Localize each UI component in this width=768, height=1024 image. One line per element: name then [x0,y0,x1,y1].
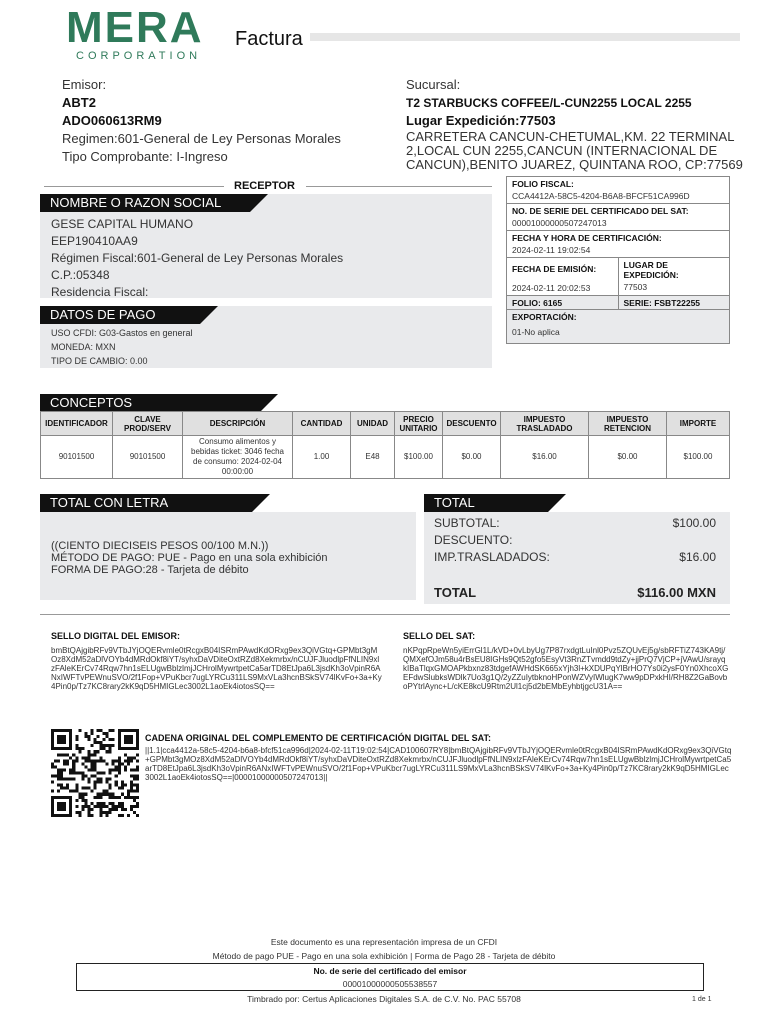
folio-value: FOLIO: 6165 [507,296,619,309]
company-logo-sub: CORPORATION [76,50,202,62]
receptor-rfc: EEP190410AA9 [51,234,138,248]
fecha-cert-label: FECHA Y HORA DE CERTIFICACIÓN: [512,233,662,243]
cell-imp-trasladado: $16.00 [501,436,589,479]
exportacion-value: 01-No aplica [512,327,560,337]
sucursal-block [406,76,746,172]
conceptos-table [40,411,730,479]
emisor-name: ABT2 [62,95,96,110]
pago-box [40,306,492,368]
fecha-cert-value: 2024-02-11 19:02:54 [512,245,591,255]
serie-cert-value: 00001000000507247013 [512,218,607,228]
total-label: TOTAL [434,585,477,600]
total-letra-box [40,512,416,600]
folio-fiscal-value: CCA4412A-58C5-4204-B6A8-BFCF51CA996D [512,191,690,201]
cert-emisor-label: No. de serie del certificado del emisor [313,966,467,976]
section-divider [40,614,730,615]
totales-head: TOTAL [424,494,548,512]
total-letra-head: TOTAL CON LETRA [40,494,252,512]
serie-value: SERIE: FSBT22255 [623,298,701,308]
sello-sat-label: SELLO DEL SAT: [403,631,476,641]
sucursal-label: Sucursal: [406,77,461,92]
sello-emisor-label: SELLO DIGITAL DEL EMISOR: [51,631,181,641]
cell-precio: $100.00 [395,436,443,479]
total-letra-metodo: MÉTODO DE PAGO: PUE - Pago en una sola exhibición [51,552,328,564]
folio-fiscal-label: FOLIO FISCAL: [512,179,574,189]
conceptos-head: CONCEPTOS [40,394,260,412]
lugar-label: LUGAR DE EXPEDICIÓN: [623,260,679,280]
pago-head: DATOS DE PAGO [40,306,200,324]
company-logo-word: MERA [66,3,204,52]
cert-emisor-box [76,963,704,991]
exportacion-label: EXPORTACIÓN: [512,312,577,322]
cadena-label: CADENA ORIGINAL DEL COMPLEMENTO DE CERTIFICACIÓN DIGITAL DEL SAT: [145,733,492,743]
col-importe: IMPORTE [667,412,730,436]
footer-timbrado: Timbrado por: Certus Aplicaciones Digitales S.A. de C.V. No. PAC 55708 [247,994,521,1004]
cell-cantidad: 1.00 [293,436,351,479]
receptor-regimen: Régimen Fiscal:601-General de Ley Personas Morales [51,251,344,265]
col-cantidad: CANTIDAD [293,412,351,436]
total-letra-line1: ((CIENTO DIECISEIS PESOS 00/100 M.N.)) [51,540,269,552]
serie-cert-label: NO. DE SERIE DEL CERTIFICADO DEL SAT: [512,206,689,216]
receptor-head: NOMBRE O RAZON SOCIAL [40,194,250,212]
col-descripcion: DESCRIPCIÓN [183,412,293,436]
emisor-block [62,76,341,166]
totales-box [424,512,730,604]
fecha-emision-value: 2024-02-11 20:02:53 [512,283,591,293]
subtotal-value: $100.00 [672,516,716,530]
emisor-label: Emisor: [62,77,107,92]
emisor-tipo: Tipo Comprobante: I-Ingreso [62,149,228,164]
sello-emisor-text: bmBtQAjgibRFv9VTbJYjOQERvmle0tRcgxB04ISRmPAwdKdORxg9ex3QiVGtq+GPMbt3gMOz8XdM52aDlVOYb4dMRdOkf8iYT/syhxDaVDiteOxtRZd8Xekmrbx/nCUJFJluodlpFfNLIN9xlzFAleKErCv74Rqw7hn1sELUgwBblzlmjJCHrolMywrtpetCa5arTD8EtJpa6L3jsdKh3oVpinR6ANxIWFTvPEWnuSVO/2f1Fop+VPuKbcr7ugLYRCu311LS9MxVLa3hcnBSkSV74lKvFo+3a+Ky4Pin0p/Tz7KC8rary2kK9qD5HMIGLec3002L1aoEk4iotosSQ== [51,646,382,691]
receptor-cp: C.P.:05348 [51,268,110,282]
fecha-emision-label: FECHA DE EMISIÓN: [512,264,597,274]
lugar-value: 77503 [623,282,648,292]
receptor-rule-right [306,186,492,187]
cell-identificador: 90101500 [41,436,113,479]
pago-tipo-cambio: TIPO DE CAMBIO: 0.00 [51,356,148,366]
title-rule [310,33,740,41]
qr-code-icon [51,729,139,817]
document-title: Factura [235,28,307,51]
total-letra-forma: FORMA DE PAGO:28 - Tarjeta de débito [51,564,249,576]
page-number: 1 de 1 [692,996,712,1003]
receptor-residencia: Residencia Fiscal: [51,285,149,299]
table-row [41,436,730,479]
emisor-rfc: ADO060613RM9 [62,113,162,128]
col-imp-trasladado: IMPUESTO TRASLADADO [501,412,589,436]
sello-sat-text: nKPqpRpeWn5yiErrGl1L/kVD+0vLbyUg7P87rxdgtLuInl0Pvz5ZQUvEj5g/sbRFTiZ743KA9tj/QMXefOJm58u4rBsEU8IGHs9Qt52gfo5EsyVt3RnZTvmdd9tdZy+jjPrQ7VjCP+jVAwU/srayqkIBaTlqxGMOAPkbxnz83tdgefAWHdSK665xYjh3l+kXDUPqYlBrHO7Ys0i2ysF0Yn0XhcoXGEFdwSlubksWDlk7Uo3g1Q/2yZZuIytbknoHPonWZVyIWlugK7ww9pDPxkHI/RH8Z2GaBovboPYtrlAync+L/cKE8kcU9Rtm2Ul1cj5d2bEMbEyhbtjgcU31A== [403,646,729,691]
cadena-text: ||1.1|cca4412a-58c5-4204-b6a8-bfcf51ca996d|2024-02-11T19:02:54|CAD100607RY8|bmBtQAjgibRFv9VTbJYjOQERvmle0tRcgxB04ISRmPAwdKdORxg9ex3QiVGtq+GPMbt3gMOz8XdM52aDlVOYb4dMRdOkf8iYT/syhxDaVDiteOxtRZd8Xekmrbx/nCUJFJluodlpFfNLIN9xlzFAleKErCv74Rqw7hn1sELUgwBblzlmjJCHrolMywrtpetCa5arTD8EtJpa6L3jsdKh3oVpinR6ANxIWFTvPEWnuSVO/2f1Fop+VPuKbcr7ugLYRCu311LS9MxVLa3hcnBSkSV74lKvFo+3a+Ky4Pin0p/Tz7KC8rary2kK9qD5HMIGLec3002L1aoEk4iotosSQ==|00001000000507247013|| [145,746,732,782]
sucursal-name: T2 STARBUCKS COFFEE/L-CUN2255 LOCAL 2255 [406,96,692,110]
col-imp-retencion: IMPUESTO RETENCION [589,412,667,436]
col-unidad: UNIDAD [351,412,395,436]
cert-emisor-value: 00001000000505538557 [342,979,438,989]
cell-importe: $100.00 [667,436,730,479]
sucursal-lugar: Lugar Expedición:77503 [406,113,556,128]
cell-imp-retencion: $0.00 [589,436,667,479]
descuento-label: DESCUENTO: [434,533,513,547]
sucursal-address: CARRETERA CANCUN-CHETUMAL,KM. 22 TERMINAL 2,LOCAL CUN 2255,CANCUN (INTERNACIONAL DE CANCUN),BENITO JUAREZ, QUINTANA ROO, CP:77569 [406,129,743,172]
cell-unidad: E48 [351,436,395,479]
cell-descripcion: Consumo alimentos y bebidas ticket: 3046 fecha de consumo: 2024-02-04 00:00:00 [183,436,293,479]
receptor-rule-left [44,186,224,187]
imp-trasladados-value: $16.00 [679,550,716,564]
pago-uso-cfdi: USO CFDI: G03-Gastos en general [51,328,193,338]
footer-line1: Este documento es una representación impresa de un CFDI [270,937,498,947]
pago-moneda: MONEDA: MXN [51,342,116,352]
fiscal-info-table [506,176,730,344]
col-descuento: DESCUENTO [443,412,501,436]
subtotal-label: SUBTOTAL: [434,516,500,530]
receptor-label: RECEPTOR [234,180,295,192]
cell-descuento: $0.00 [443,436,501,479]
col-precio: PRECIO UNITARIO [395,412,443,436]
receptor-name: GESE CAPITAL HUMANO [51,217,194,231]
cell-clave: 90101500 [113,436,183,479]
emisor-regimen: Regimen:601-General de Ley Personas Morales [62,131,341,146]
receptor-box [40,194,492,298]
imp-trasladados-label: IMP.TRASLADADOS: [434,550,550,564]
total-value: $116.00 MXN [637,585,716,600]
col-clave: CLAVE PROD/SERV [113,412,183,436]
col-identificador: IDENTIFICADOR [41,412,113,436]
footer-line2: Método de pago PUE - Pago en una sola exhibición | Forma de Pago 28 - Tarjeta de débito [212,951,556,961]
